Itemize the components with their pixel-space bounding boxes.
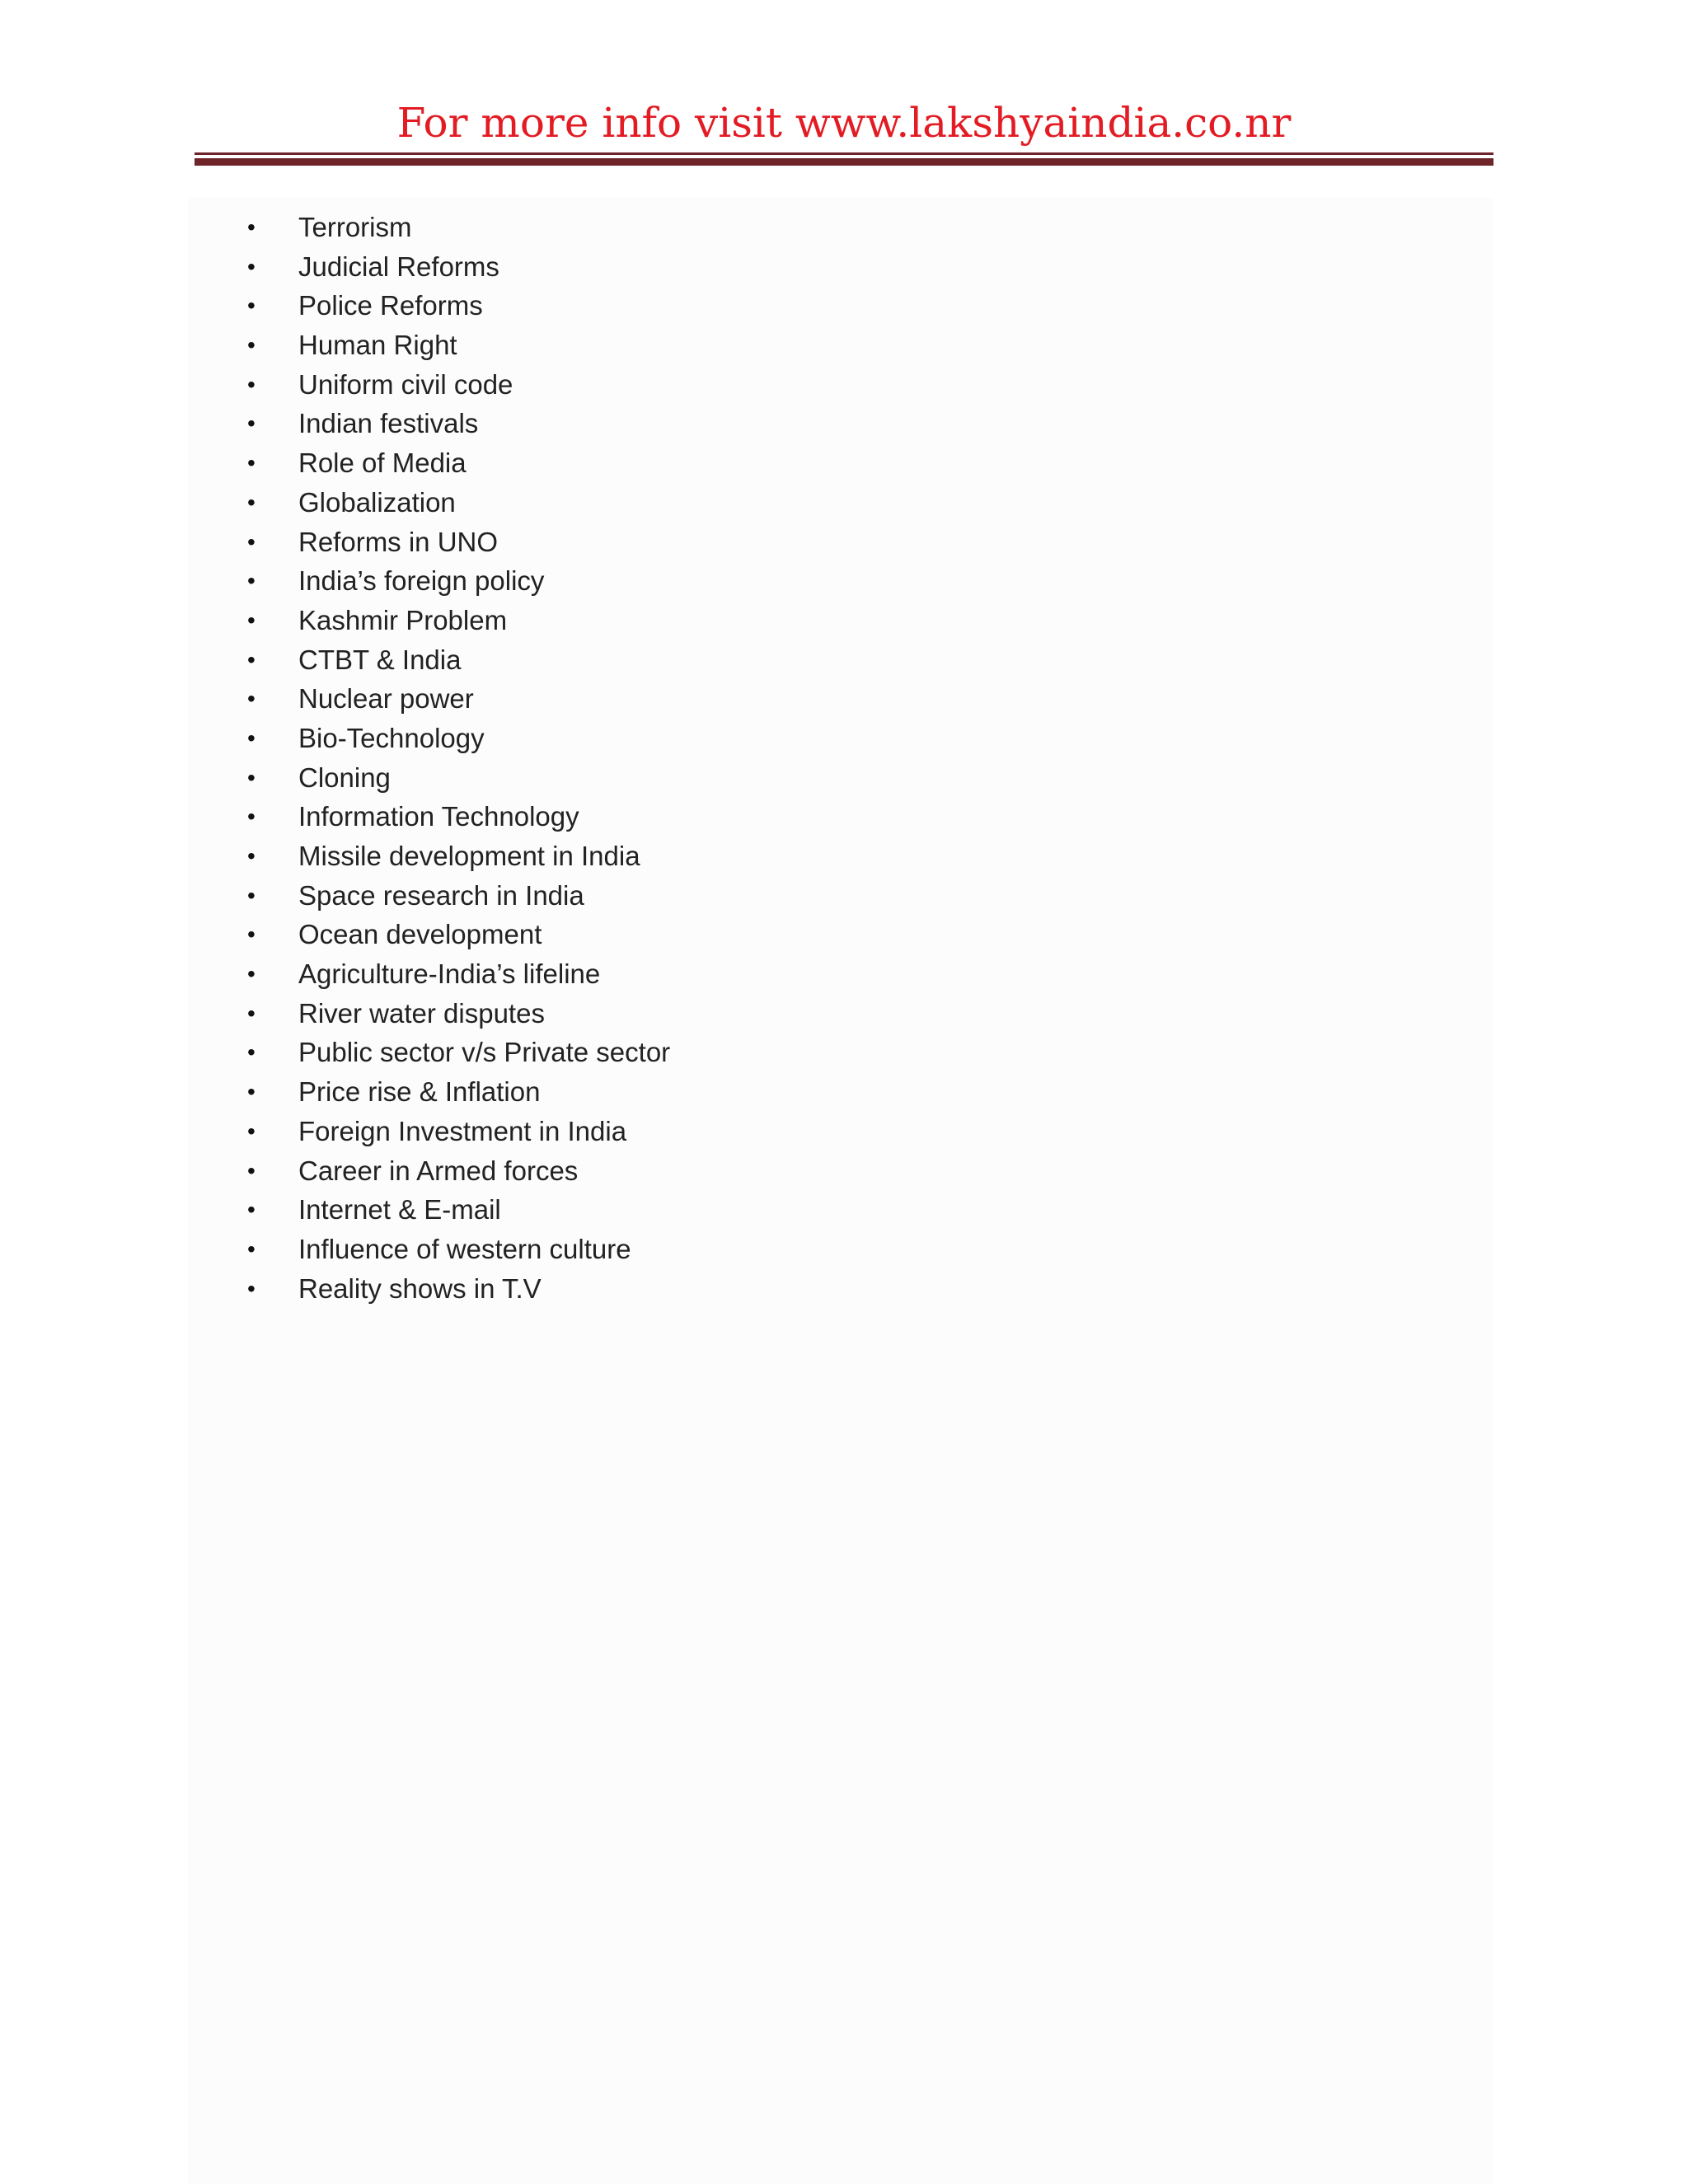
bullet-dot-icon: •: [247, 332, 256, 359]
bullet-dot-icon: •: [247, 921, 256, 948]
list-item: [247, 326, 670, 365]
topic-label: Nuclear power: [298, 683, 474, 715]
header-link-text: For more info visit www.lakshyaindia.co.nr: [396, 99, 1292, 147]
topic-label: Career in Armed forces: [298, 1155, 579, 1186]
topic-label: Reforms in UNO: [298, 526, 499, 557]
topic-label: Cloning: [298, 762, 391, 793]
bullet-dot-icon: •: [247, 843, 256, 869]
bullet-dot-icon: •: [247, 686, 256, 712]
bullet-dot-icon: •: [247, 646, 256, 673]
header-rule-thick: [195, 158, 1493, 166]
topic-label: River water disputes: [298, 997, 545, 1029]
topic-label: India’s foreign policy: [298, 565, 545, 597]
list-item: [247, 365, 670, 405]
bullet-dot-icon: •: [247, 489, 256, 515]
topic-label: Role of Media: [298, 448, 467, 479]
list-item: [247, 797, 670, 837]
topic-label: Reality shows in T.V: [298, 1272, 542, 1304]
list-item: [247, 758, 670, 798]
topic-label: Globalization: [298, 486, 456, 518]
list-item: [247, 719, 670, 758]
topic-label: Internet & E-mail: [298, 1194, 501, 1226]
bullet-dot-icon: •: [247, 882, 256, 908]
list-item: [247, 994, 670, 1033]
bullet-dot-icon: •: [247, 1039, 256, 1066]
bullet-dot-icon: •: [247, 371, 256, 397]
topic-label: Judicial Reforms: [298, 251, 499, 282]
bullet-dot-icon: •: [247, 1157, 256, 1183]
bullet-dot-icon: •: [247, 1118, 256, 1144]
list-item: [247, 876, 670, 916]
topic-label: Space research in India: [298, 879, 584, 911]
list-item: [247, 1151, 670, 1191]
list-item: [247, 1190, 670, 1230]
list-item: [247, 483, 670, 523]
topic-label: Agriculture-India’s lifeline: [298, 958, 601, 990]
list-item: [247, 1112, 670, 1151]
list-item: [247, 915, 670, 954]
bullet-dot-icon: •: [247, 1197, 256, 1223]
bullet-dot-icon: •: [247, 1275, 256, 1301]
bullet-dot-icon: •: [247, 1000, 256, 1026]
list-item: [247, 443, 670, 483]
list-item: [247, 523, 670, 562]
list-item: [247, 1230, 670, 1269]
bullet-dot-icon: •: [247, 607, 256, 633]
list-item: [247, 208, 670, 247]
topic-label: Price rise & Inflation: [298, 1076, 541, 1108]
list-item: [247, 1072, 670, 1112]
topic-label: Uniform civil code: [298, 368, 513, 400]
bullet-dot-icon: •: [247, 450, 256, 476]
topic-label: Information Technology: [298, 801, 579, 832]
bullet-dot-icon: •: [247, 528, 256, 555]
bullet-dot-icon: •: [247, 293, 256, 319]
bullet-dot-icon: •: [247, 1079, 256, 1105]
bullet-dot-icon: •: [247, 961, 256, 987]
list-item: [247, 404, 670, 443]
topic-list: [247, 208, 670, 1308]
list-item: [247, 247, 670, 287]
topic-label: Human Right: [298, 330, 457, 361]
list-item: [247, 640, 670, 680]
list-item: [247, 1033, 670, 1072]
topic-label: Bio-Technology: [298, 722, 485, 753]
bullet-dot-icon: •: [247, 724, 256, 751]
bullet-dot-icon: •: [247, 1235, 256, 1262]
bullet-dot-icon: •: [247, 410, 256, 437]
list-item: [247, 286, 670, 326]
topic-label: Influence of western culture: [298, 1233, 631, 1264]
topic-label: Terrorism: [298, 212, 412, 242]
topic-label: Police Reforms: [298, 290, 483, 321]
list-item: [247, 679, 670, 719]
topic-label: Foreign Investment in India: [298, 1115, 627, 1146]
list-item: [247, 837, 670, 876]
list-item: [247, 601, 670, 640]
bullet-dot-icon: •: [247, 253, 256, 279]
list-item: [247, 954, 670, 994]
header-rule-thin: [195, 152, 1493, 155]
bullet-dot-icon: •: [247, 568, 256, 594]
bullet-dot-icon: •: [247, 214, 256, 240]
topic-label: CTBT & India: [298, 644, 462, 675]
topic-label: Missile development in India: [298, 841, 640, 871]
topic-label: Kashmir Problem: [298, 604, 508, 635]
bullet-dot-icon: •: [247, 804, 256, 830]
topic-label: Ocean development: [298, 919, 542, 950]
list-item: [247, 561, 670, 601]
topic-label: Public sector v/s Private sector: [298, 1037, 671, 1068]
bullet-dot-icon: •: [247, 764, 256, 790]
topic-label: Indian festivals: [298, 408, 479, 439]
list-item: [247, 1269, 670, 1309]
